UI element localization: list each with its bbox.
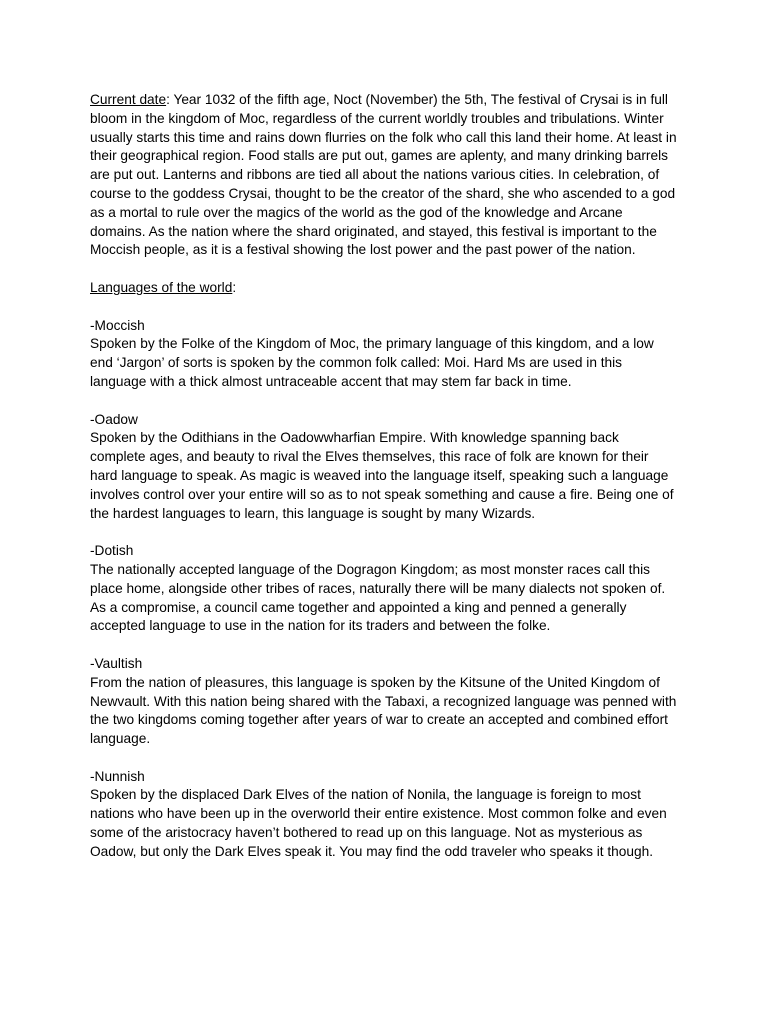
language-description: The nationally accepted language of the Dogragon Kingdom; as most monster races call this place home, alongside other tribes of races, naturally there will be many dialects not spoken of. As a compromise, a council came together and appointed a king and penned a generally accepted language to use in the nation for its traders and between the folke.: [90, 561, 666, 634]
language-name: -Nunnish: [90, 768, 145, 784]
languages-heading-colon: :: [232, 279, 237, 295]
language-entry-oadow: [90, 411, 678, 524]
language-entry-dotish: [90, 542, 678, 636]
current-date-text: : Year 1032 of the fifth age, Noct (November) the 5th, The festival of Crysai is in full bloom in the kingdom of Moc, regardless of the current worldly troubles and tribulations. Winter usually starts this time and rains down flurries on the folk who call this land their home. At least in their geographical region. Food stalls are put out, games are aplenty, and many drinking barrels are put out. Lanterns and ribbons are tied all about the nations various cities. In celebration, of course to the goddess Crysai, thought to be the creator of the shard, she who ascended to a god as a mortal to rule over the magics of the world as the god of the knowledge and Arcane domains. As the nation where the shard originated, and stayed, this festival is important to the Moccish people, as it is a festival showing the lost power and the past power of the nation.: [90, 92, 677, 258]
language-description: Spoken by the Folke of the Kingdom of Moc, the primary language of this kingdom, and a low end ‘Jargon’ of sorts is spoken by the common folk called: Moi. Hard Ms are used in this language with a thick almost untraceable accent that may stem far back in time.: [90, 336, 654, 389]
language-description: From the nation of pleasures, this language is spoken by the Kitsune of the United Kingdom of Newvault. With this nation being shared with the Tabaxi, a recognized language was penned with the two kingdoms coming together after years of war to create an accepted and combined effort language.: [90, 674, 677, 747]
current-date-label: Current date: [90, 92, 167, 107]
language-name: -Moccish: [90, 317, 145, 333]
language-entry-vaultish: [90, 655, 678, 749]
language-description: Spoken by the displaced Dark Elves of the nation of Nonila, the language is foreign to most nations who have been up in the overworld their entire existence. Most common folke and even some of the aristocracy haven’t bothered to read up on this language. Not as mysterious as Oadow, but only the Dark Elves speak it. You may find the odd traveler who speaks it though.: [90, 787, 667, 859]
language-name: -Dotish: [90, 543, 134, 559]
languages-heading: Languages of the world: [90, 279, 233, 295]
language-entry-moccish: [90, 317, 678, 392]
languages-heading-paragraph: [90, 279, 678, 298]
current-date-paragraph: [90, 91, 678, 260]
language-description: Spoken by the Odithians in the Oadowwharfian Empire. With knowledge spanning back complete ages, and beauty to rival the Elves themselves, this race of folk are known for their hard language to speak. As magic is weaved into the language itself, speaking such a language involves control over your entire will so as to not speak something and cause a fire. Being one of the hardest languages to learn, this language is sought by many Wizards.: [90, 430, 674, 521]
language-entry-nunnish: [90, 768, 678, 862]
language-name: -Oadow: [90, 411, 138, 427]
language-name: -Vaultish: [90, 655, 143, 671]
document-page: [90, 91, 678, 880]
